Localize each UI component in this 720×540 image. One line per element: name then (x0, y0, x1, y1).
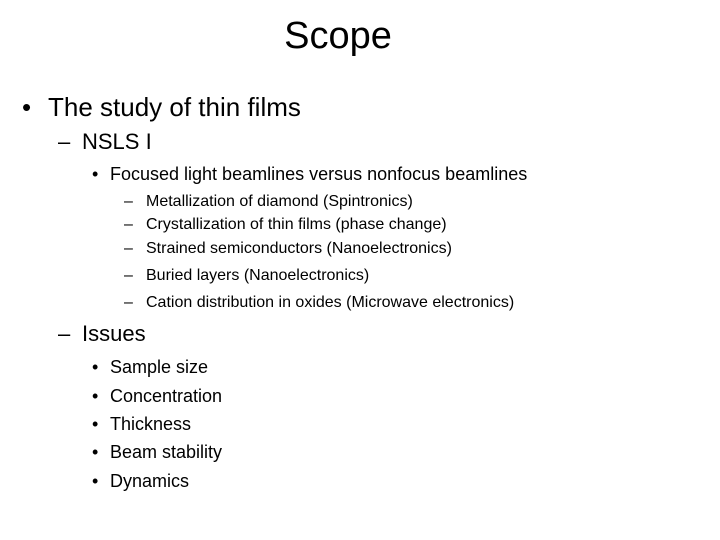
list-item: Thickness (110, 414, 192, 434)
point-text: The study of thin films (48, 92, 301, 122)
list-item: Cation distribution in oxides (Microwave electronics) (146, 294, 515, 311)
bullet-marker: • (92, 386, 99, 406)
bullet-marker: • (92, 442, 99, 462)
dash-marker: – (124, 216, 133, 233)
dash-marker: – (124, 294, 133, 311)
slide-title: Scope (284, 15, 392, 57)
bullet-marker: • (22, 92, 32, 122)
list-item: Buried layers (Nanoelectronics) (146, 267, 370, 284)
list-item: Sample size (110, 357, 209, 377)
beamlines-text: Focused light beamlines versus nonfocus beamlines (110, 164, 528, 184)
sub-heading-nsls: NSLS I (82, 129, 152, 154)
bullet-marker: • (92, 357, 99, 377)
list-item: Metallization of diamond (Spintronics) (146, 193, 413, 210)
dash-marker: – (124, 240, 133, 257)
list-item: Beam stability (110, 442, 223, 462)
bullet-marker: • (92, 471, 99, 491)
list-item: Strained semiconductors (Nanoelectronics) (146, 240, 452, 257)
sub-heading-issues: Issues (82, 321, 146, 346)
list-item: Concentration (110, 386, 223, 406)
dash-marker: – (124, 267, 133, 284)
dash-marker: – (58, 129, 71, 154)
dash-marker: – (124, 193, 133, 210)
bullet-marker: • (92, 414, 99, 434)
list-item: Dynamics (110, 471, 190, 491)
dash-marker: – (58, 321, 71, 346)
bullet-marker: • (92, 164, 99, 184)
list-item: Crystallization of thin films (phase change) (146, 216, 447, 233)
